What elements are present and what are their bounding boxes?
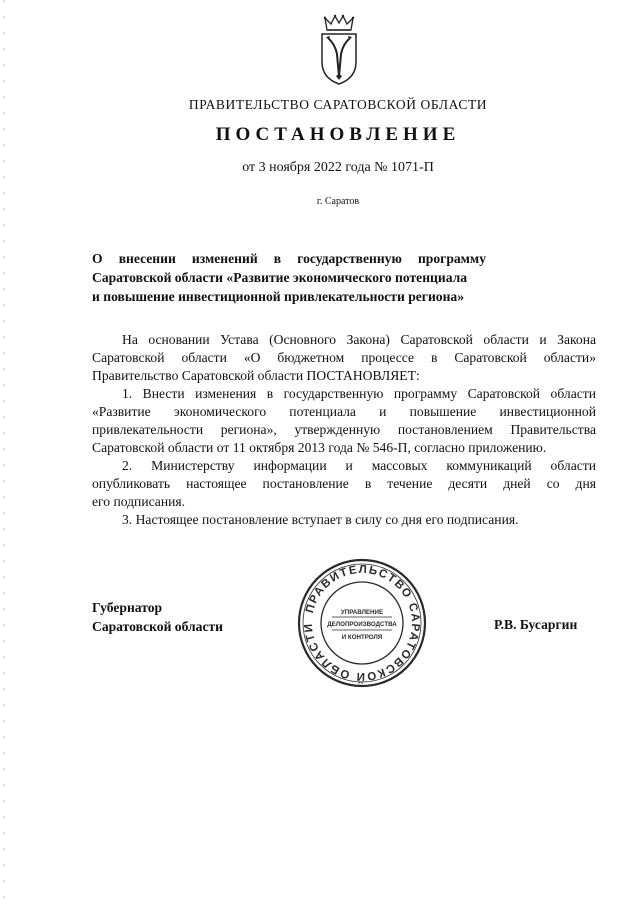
- body-line: Правительство Саратовской области ПОСТАНОВЛЯЕТ:: [92, 368, 420, 383]
- official-seal-stamp: [296, 557, 428, 689]
- body-line: 1. Внести изменения в государственную программу Саратовской области: [122, 386, 596, 401]
- organization-name: ПРАВИТЕЛЬСТВО САРАТОВСКОЙ ОБЛАСТИ: [188, 97, 488, 112]
- saratov-coat-of-arms-icon: [318, 14, 360, 86]
- document-type-title: ПОСТАНОВЛЕНИЕ: [215, 124, 461, 145]
- body-line: 2. Министерству информации и массовых коммуникаций области: [122, 458, 596, 473]
- body-paragraph: [92, 331, 596, 385]
- signatory-name: Р.В. Бусаргин: [494, 617, 578, 632]
- subject-line: О внесении изменений в государственную программу: [92, 251, 486, 266]
- body-line: Саратовской области «О бюджетном процессе в Саратовской области»: [92, 350, 596, 365]
- document-city: г. Саратов: [316, 196, 360, 207]
- body-line: привлекательности региона», утвержденную постановлением Правительства: [92, 422, 596, 437]
- body-line: его подписания.: [92, 494, 186, 509]
- subject-line: Саратовской области «Развитие экономического потенциала: [92, 270, 468, 285]
- body-paragraph: [92, 511, 596, 529]
- body-line: «Развитие экономического потенциала и повышение инвестиционной: [92, 404, 596, 419]
- seal-center-line: И КОНТРОЛЯ: [341, 634, 383, 641]
- seal-center-line: ДЕЛОПРОИЗВОДСТВА: [327, 621, 397, 628]
- document-subject: [92, 249, 486, 306]
- document-body: [92, 331, 596, 529]
- body-line: опубликовать настоящее постановление в течение десяти дней со дня: [92, 476, 596, 491]
- subject-line: и повышение инвестиционной привлекательности региона»: [92, 289, 465, 304]
- body-paragraph: [92, 385, 596, 457]
- seal-center-line: УПРАВЛЕНИЕ: [340, 609, 384, 616]
- body-line: 3. Настоящее постановление вступает в силу со дня его подписания.: [122, 512, 519, 527]
- signatory-position: [92, 598, 223, 636]
- signatory-position-line: Губернатор: [92, 600, 163, 615]
- signatory-position-line: Саратовской области: [92, 619, 224, 634]
- body-line: На основании Устава (Основного Закона) Саратовской области и Закона: [122, 332, 596, 347]
- document-date-number: от 3 ноября 2022 года № 1071-П: [242, 160, 434, 175]
- body-line: Саратовской области от 11 октября 2013 года № 546-П, согласно приложению.: [92, 440, 547, 455]
- seal-ring-text: ПРАВИТЕЛЬСТВО САРАТОВСКОЙ ОБЛАСТИ: [302, 563, 422, 683]
- body-paragraph: [92, 457, 596, 511]
